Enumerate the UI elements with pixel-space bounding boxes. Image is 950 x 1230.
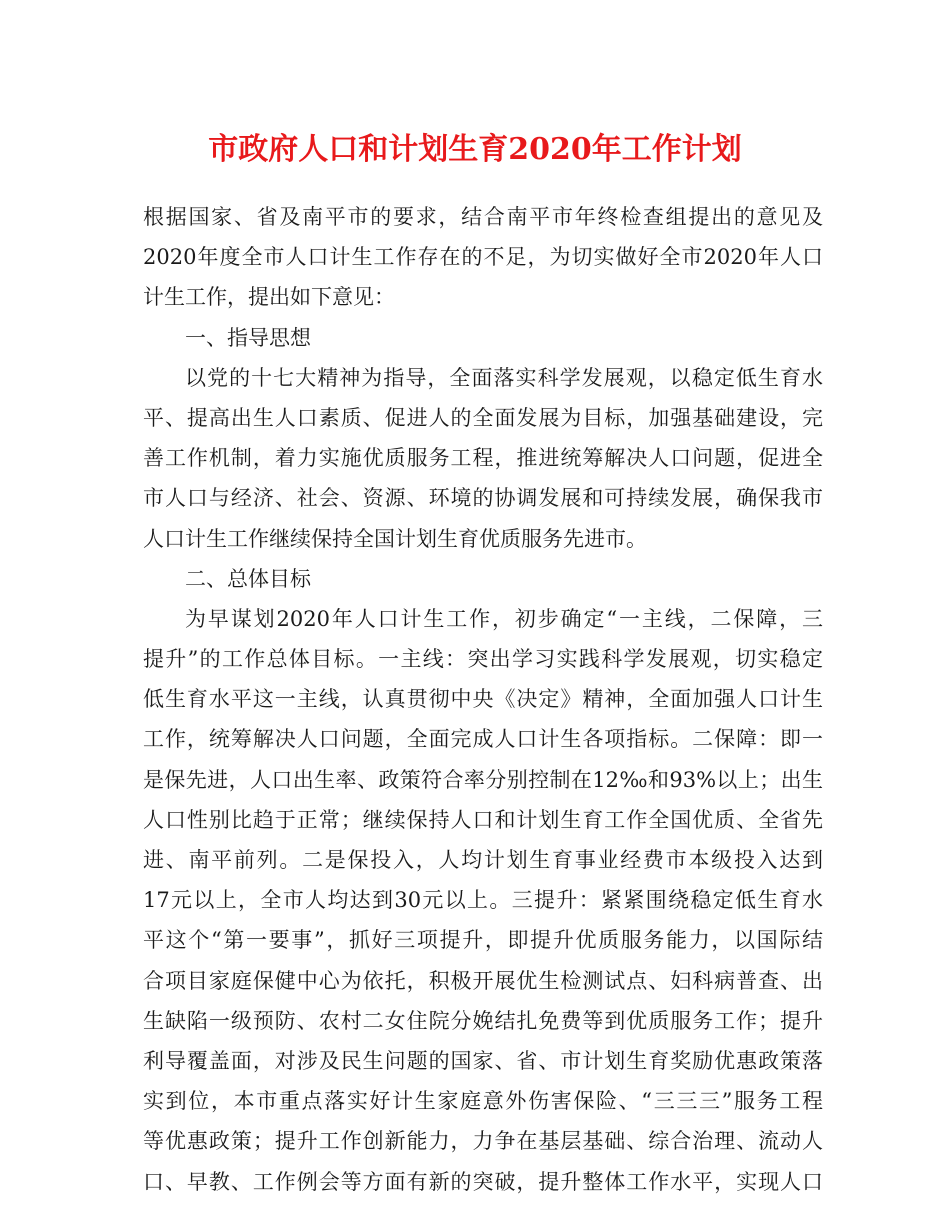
body-line: 善工作机制，着力实施优质服务工程，推进统筹解决人口问题，促进全 — [143, 446, 823, 471]
body-line: 进、南平前列。二是保投入，人均计划生育事业经费市本级投入达到 — [143, 848, 823, 872]
body-line: 口、早教、工作例会等方面有新的突破，提升整体工作水平，实现人口 — [143, 1169, 823, 1194]
body-line: 一、指导思想 — [185, 325, 311, 350]
body-line: 以党的十七大精神为指导，全面落实科学发展观，以稳定低生育水 — [185, 365, 823, 390]
body-line: 是保先进，人口出生率、政策符合率分别控制在12‰和93%以上；出生 — [143, 767, 823, 792]
body-line: 二、总体目标 — [185, 566, 311, 591]
body-line: 工作，统筹解决人口问题，全面完成人口计生各项指标。二保障：即一 — [143, 727, 823, 752]
body-line: 低生育水平这一主线，认真贯彻中央《决定》精神，全面加强人口计生 — [143, 687, 823, 712]
body-line: 生缺陷一级预防、农村二女住院分娩结扎免费等到优质服务工作；提升 — [143, 1008, 823, 1033]
body-line: 提升”的工作总体目标。一主线：突出学习实践科学发展观，切实稳定 — [143, 647, 823, 672]
body-line: 合项目家庭保健中心为依托，积极开展优生检测试点、妇科病普查、出 — [143, 968, 823, 993]
body-line: 实到位，本市重点落实好计生家庭意外伤害保险、“三三三”服务工程 — [143, 1089, 823, 1114]
body-line: 根据国家、省及南平市的要求，结合南平市年终检查组提出的意见及 — [143, 205, 823, 229]
body-line: 为早谋划2020年人口计生工作，初步确定“一主线，二保障，三 — [185, 606, 823, 631]
document-title: 市政府人口和计划生育2020年工作计划 — [208, 132, 742, 167]
body-line: 等优惠政策；提升工作创新能力，力争在基层基础、综合治理、流动人 — [143, 1129, 823, 1154]
body-line: 利导覆盖面，对涉及民生问题的国家、省、市计划生育奖励优惠政策落 — [143, 1048, 823, 1073]
body-line: 计生工作，提出如下意见： — [143, 285, 395, 310]
body-line: 市人口与经济、社会、资源、环境的协调发展和可持续发展，确保我市 — [143, 486, 823, 511]
document-body — [143, 197, 823, 1202]
body-line: 平这个“第一要事”，抓好三项提升，即提升优质服务能力，以国际结 — [143, 928, 823, 953]
body-line: 2020年度全市人口计生工作存在的不足，为切实做好全市2020年人口 — [143, 245, 823, 270]
body-line: 17元以上，全市人均达到30元以上。三提升：紧紧围绕稳定低生育水 — [143, 888, 823, 913]
body-line: 人口计生工作继续保持全国计划生育优质服务先进市。 — [143, 526, 647, 551]
body-line: 平、提高出生人口素质、促进人的全面发展为目标，加强基础建设，完 — [143, 405, 823, 430]
body-line: 人口性别比趋于正常；继续保持人口和计划生育工作全国优质、全省先 — [143, 807, 823, 832]
